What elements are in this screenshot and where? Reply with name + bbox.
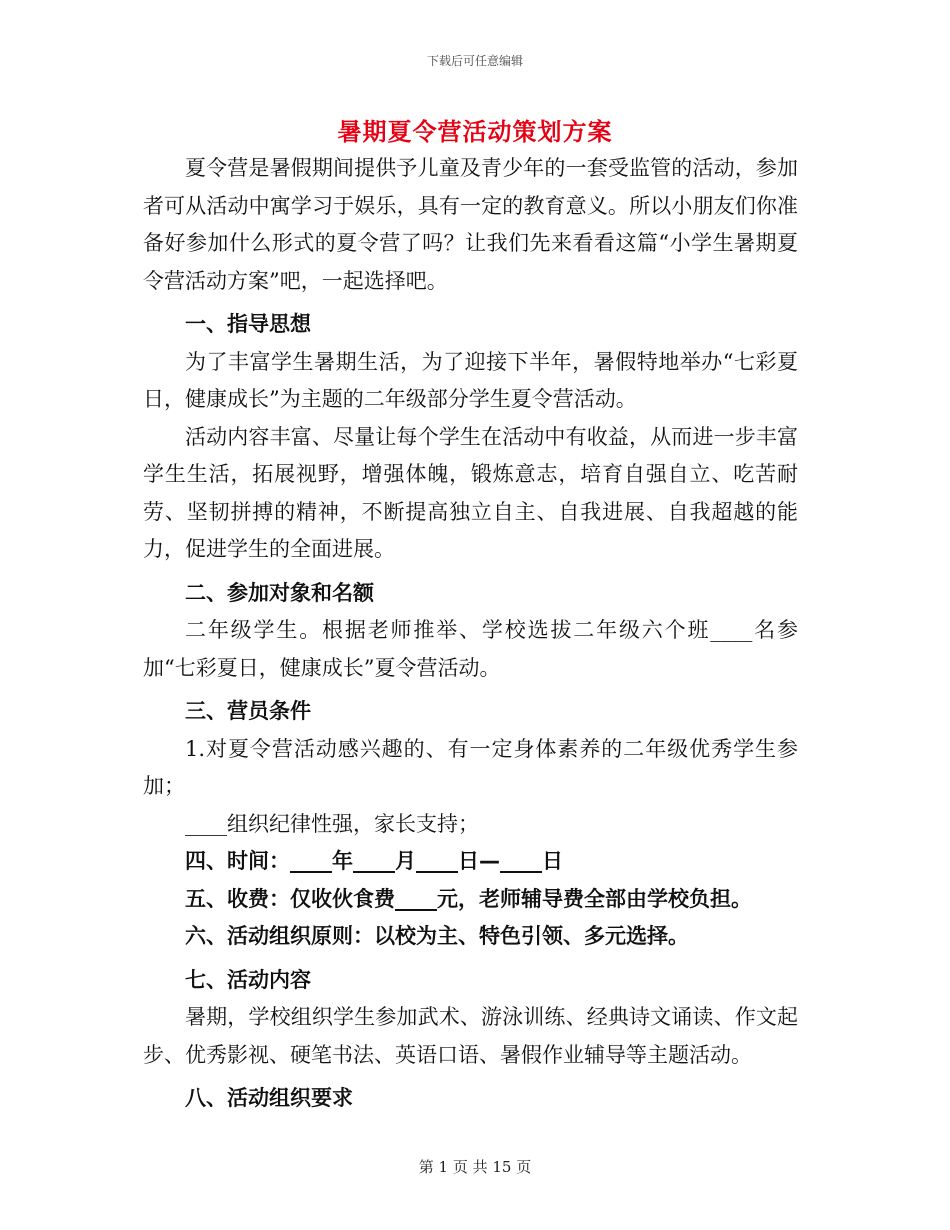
section-heading-time: 四、时间：____年____月____日—____日 [185, 849, 563, 873]
section-heading-activity-content: 七、活动内容 [185, 967, 311, 992]
section-heading-requirements: 八、活动组织要求 [185, 1086, 353, 1110]
section-heading-guiding-ideology: 一、指导思想 [185, 312, 311, 336]
body-paragraph: 为了丰富学生暑期生活，为了迎接下半年，暑假特地举办“七彩夏日，健康成长”为主题的二年级部分学生夏令营活动。 [143, 349, 798, 411]
body-paragraph: 活动内容丰富、尽量让每个学生在活动中有收益，从而进一步丰富学生生活，拓展视野，增强体魄，锻炼意志，培育自强自立、吃苦耐劳、坚韧拼搏的精神，不断提高独立自主、自我进展、自我超越的能力，促进学生的全面进展。 [143, 424, 798, 561]
intro-paragraph: 夏令营是暑假期间提供予儿童及青少年的一套受监管的活动，参加者可从活动中寓学习于娱乐，具有一定的教育意义。所以小朋友们你准备好参加什么形式的夏令营了吗？让我们先来看看这篇“小学生暑期夏令营活动方案”吧，一起选择吧。 [143, 156, 798, 293]
section-heading-conditions: 三、营员条件 [185, 699, 311, 723]
section-heading-participants: 二、参加对象和名额 [185, 580, 374, 605]
page-footer: 第 1 页 共 15 页 [418, 1158, 532, 1176]
document-title: 暑期夏令营活动策划方案 [337, 118, 613, 146]
body-paragraph: 暑期，学校组织学生参加武术、游泳训练、经典诗文诵读、作文起步、优秀影视、硬笔书法、英语口语、暑假作业辅导等主题活动。 [143, 1005, 798, 1067]
document-body [143, 150, 798, 1118]
body-paragraph: 二年级学生。根据老师推举、学校选拔二年级六个班____名参加“七彩夏日，健康成长”夏令营活动。 [143, 618, 798, 680]
section-heading-principles: 六、活动组织原则：以校为主、特色引领、多元选择。 [185, 924, 689, 948]
body-paragraph: ____组织纪律性强，家长支持； [185, 811, 479, 836]
body-paragraph: 1.对夏令营活动感兴趣的、有一定身体素养的二年级优秀学生参加； [143, 736, 798, 798]
header-note: 下载后可任意编辑 [426, 54, 523, 68]
section-heading-fees: 五、收费：仅收伙食费____元，老师辅导费全部由学校负担。 [185, 886, 752, 911]
